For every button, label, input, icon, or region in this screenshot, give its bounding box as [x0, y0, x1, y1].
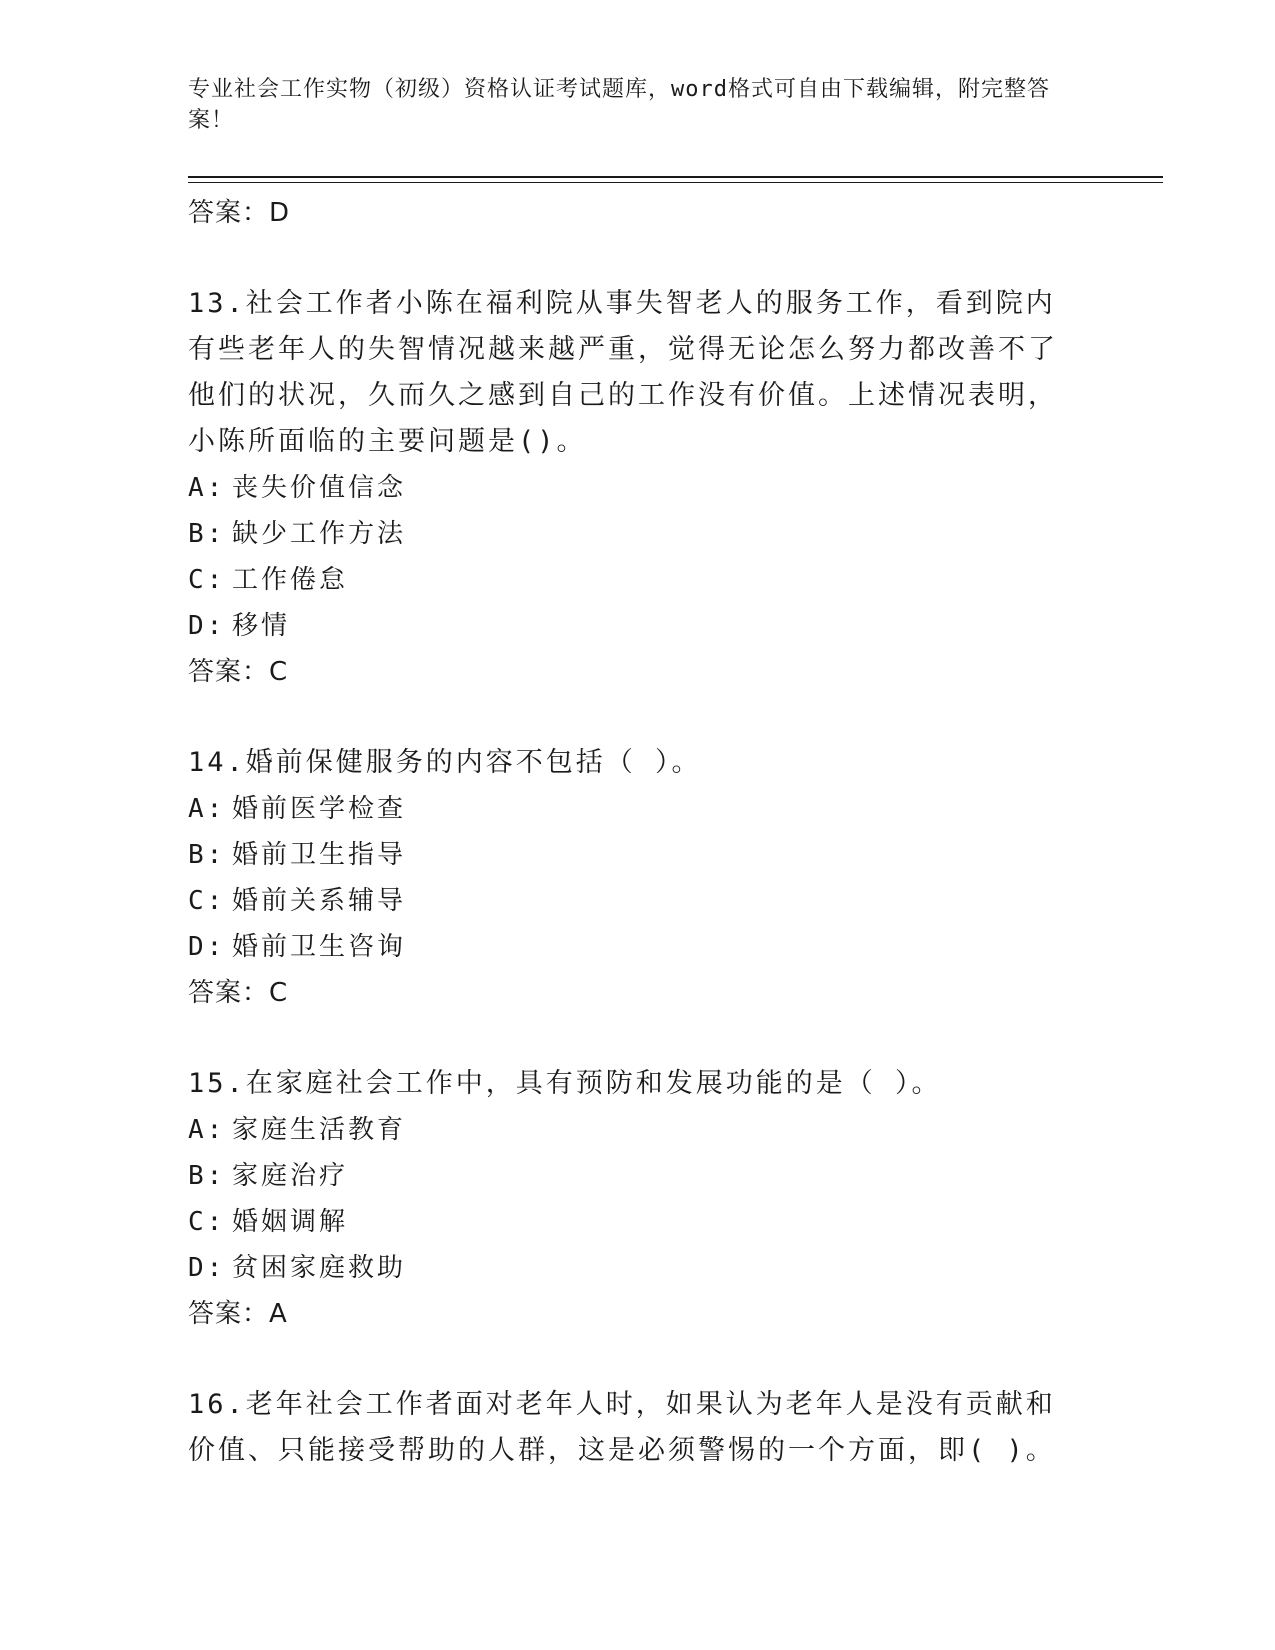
option-label: D:: [188, 932, 226, 962]
option-d: [188, 924, 1088, 970]
option-a: [188, 786, 1088, 832]
header-divider-thin: [188, 182, 1163, 183]
option-text: 工作倦怠: [232, 565, 349, 595]
option-text: 家庭治疗: [232, 1161, 349, 1191]
option-text: 婚前医学检查: [232, 794, 407, 824]
question-stem: 15.在家庭社会工作中，具有预防和发展功能的是（ ）。: [188, 1068, 942, 1099]
option-text: 婚前卫生咨询: [232, 932, 407, 962]
question-item: [188, 281, 1088, 695]
option-c: [188, 878, 1088, 924]
header-divider-thick: [188, 176, 1163, 178]
option-label: C:: [188, 886, 226, 916]
option-c: [188, 1199, 1088, 1245]
option-d: [188, 1245, 1088, 1291]
option-text: 缺少工作方法: [232, 519, 407, 549]
question-item: [188, 1382, 1088, 1474]
option-b: [188, 511, 1088, 557]
question-list: [188, 190, 1088, 1474]
option-text: 婚姻调解: [232, 1207, 349, 1237]
option-label: A:: [188, 473, 226, 503]
answer-line: 答案：A: [188, 1299, 288, 1329]
option-text: 贫困家庭救助: [232, 1253, 407, 1283]
option-text: 移情: [232, 611, 291, 641]
option-label: D:: [188, 1253, 226, 1283]
option-label: C:: [188, 1207, 226, 1237]
document-header: 专业社会工作实物（初级）资格认证考试题库，word格式可自由下载编辑，附完整答案！: [188, 77, 1050, 133]
option-c: [188, 557, 1088, 603]
option-label: B:: [188, 519, 226, 549]
option-b: [188, 1153, 1088, 1199]
option-label: D:: [188, 611, 226, 641]
question-stem: 14.婚前保健服务的内容不包括（ ）。: [188, 747, 702, 778]
option-label: A:: [188, 1115, 226, 1145]
answer-line: 答案：C: [188, 978, 289, 1008]
answer-line: 答案：D: [188, 198, 291, 228]
option-text: 婚前关系辅导: [232, 886, 407, 916]
answer-line: 答案：C: [188, 657, 289, 687]
option-label: C:: [188, 565, 226, 595]
option-text: 丧失价值信念: [232, 473, 407, 503]
option-label: A:: [188, 794, 226, 824]
question-item: [188, 740, 1088, 1016]
question-item: [188, 1061, 1088, 1337]
option-text: 婚前卫生指导: [232, 840, 407, 870]
option-a: [188, 1107, 1088, 1153]
option-label: B:: [188, 1161, 226, 1191]
option-a: [188, 465, 1088, 511]
option-b: [188, 832, 1088, 878]
question-stem: 13.社会工作者小陈在福利院从事失智老人的服务工作，看到院内有些老年人的失智情况越来越严重，觉得无论怎么努力都改善不了他们的状况，久而久之感到自己的工作没有价值。上述情况表明，小陈所面临的主要问题是()。: [188, 288, 1058, 457]
option-text: 家庭生活教育: [232, 1115, 407, 1145]
question-stem: 16.老年社会工作者面对老年人时，如果认为老年人是没有贡献和价值、只能接受帮助的人群，这是必须警惕的一个方面，即( )。: [188, 1389, 1056, 1466]
option-d: [188, 603, 1088, 649]
option-label: B:: [188, 840, 226, 870]
